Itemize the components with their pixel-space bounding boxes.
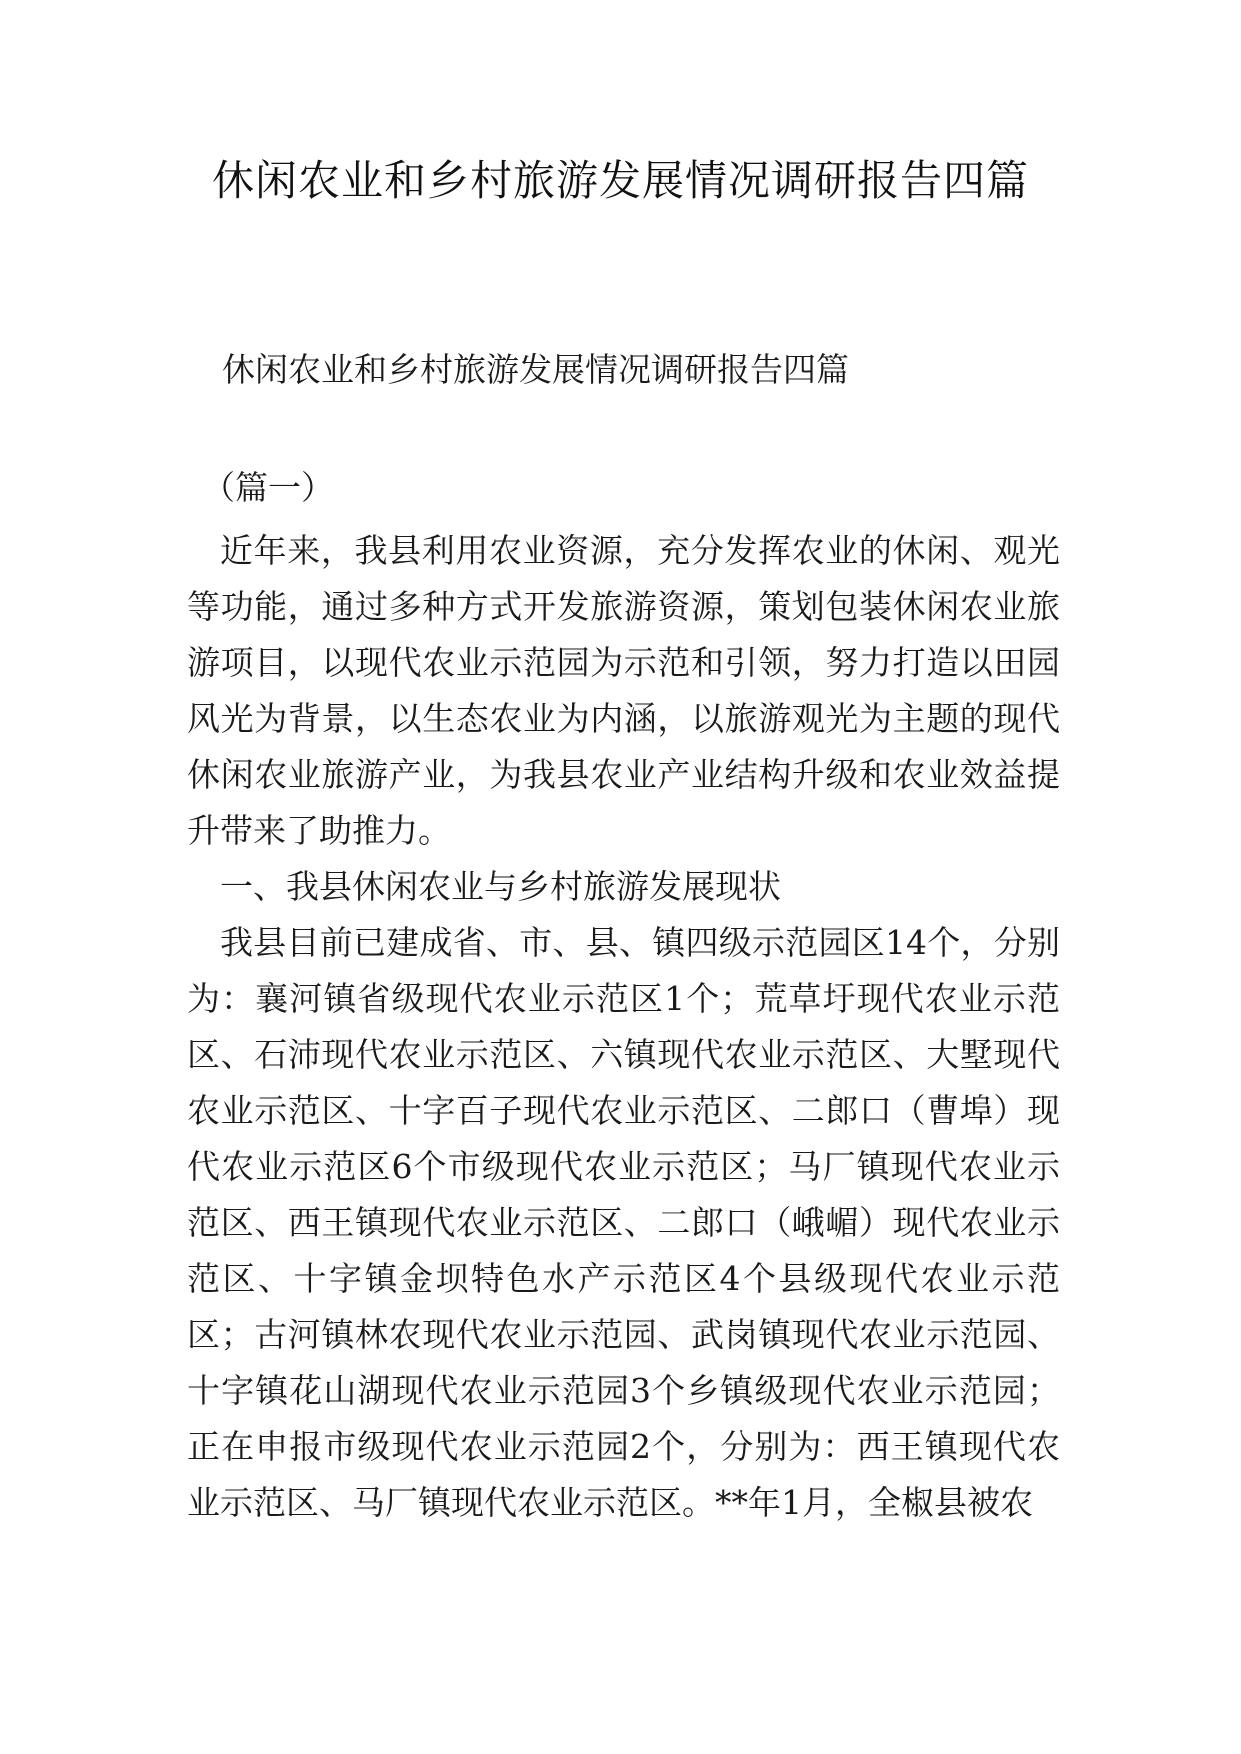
document-title: 休闲农业和乡村旅游发展情况调研报告四篇 [211, 156, 1029, 205]
body-paragraph: 近年来，我县利用农业资源，充分发挥农业的休闲、观光等功能，通过多种方式开发旅游资源，策划包装休闲农业旅游项目，以现代农业示范园为示范和引领，努力打造以田园风光为背景，以生态农业为内涵，以旅游观光为主题的现代休闲农业旅游产业，为我县农业产业结构升级和农业效益提升带来了助推力。 [187, 531, 1060, 850]
document-body [187, 523, 1060, 1531]
section-heading-current-status: 一、我县休闲农业与乡村旅游发展现状 [220, 867, 781, 906]
document-subtitle: 休闲农业和乡村旅游发展情况调研报告四篇 [222, 350, 849, 389]
body-paragraph: 我县目前已建成省、市、县、镇四级示范园区14个，分别为：襄河镇省级现代农业示范区1个；荒草圩现代农业示范区、石沛现代农业示范区、六镇现代农业示范区、大墅现代农业示范区、十字百子现代农业示范区、二郎口（曹埠）现代农业示范区6个市级现代农业示范区；马厂镇现代农业示范区、西王镇现代农业示范区、二郎口（峨嵋）现代农业示范区、十字镇金坝特色水产示范区4个县级现代农业示范区；古河镇林农现代农业示范园、武岗镇现代农业示范园、十字镇花山湖现代农业示范园3个乡镇级现代农业示范园；正在申报市级现代农业示范园2个，分别为：西王镇现代农业示范区、马厂镇现代农业示范区。**年1月，全椒县被农 [187, 923, 1060, 1522]
section-heading: （篇一） [202, 468, 334, 507]
